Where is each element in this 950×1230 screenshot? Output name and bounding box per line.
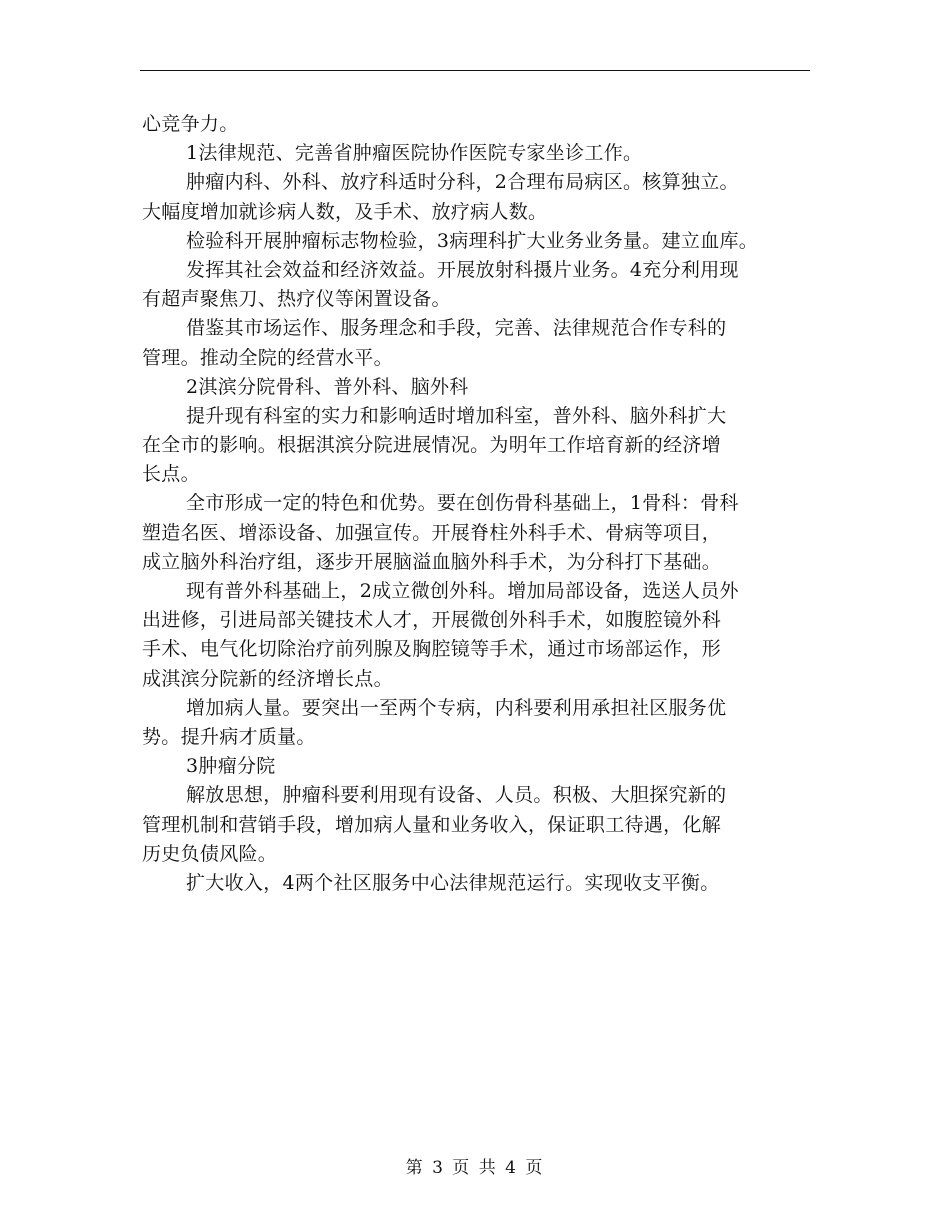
text-line: 现有普外科基础上，2成立微创外科。增加局部设备，选送人员外	[186, 580, 739, 602]
text-line: 历史负债风险。	[142, 842, 278, 865]
text-line: 发挥其社会效益和经济效益。开展放射科摄片业务。4充分利用现	[186, 258, 739, 281]
document-body	[142, 110, 814, 898]
text-line: 出进修，引进局部关键技术人才，开展微创外科手术，如腹腔镜外科	[142, 609, 722, 632]
text-line: 肿瘤内科、外科、放疗科适时分科，2合理布局病区。核算独立。	[186, 171, 739, 194]
text-line: 在全市的影响。根据淇滨分院进展情况。为明年工作培育新的经济增	[142, 434, 722, 457]
text-line: 塑造名医、增添设备、加强宣传。开展脊柱外科手术、骨病等项目，	[142, 521, 722, 544]
text-line: 提升现有科室的实力和影响适时增加科室，普外科、脑外科扩大	[186, 404, 727, 427]
text-line: 全市形成一定的特色和优势。要在创伤骨科基础上，1骨科：骨科	[186, 492, 739, 515]
text-line: 2淇滨分院骨科、普外科、脑外科	[186, 375, 469, 398]
text-line: 检验科开展肿瘤标志物检验，3病理科扩大业务业务量。建立血库。	[186, 229, 759, 252]
text-line: 手术、电气化切除治疗前列腺及胸腔镜等手术，通过市场部运作，形	[142, 638, 722, 661]
page-footer: 第 3 页 共 4 页	[405, 1158, 545, 1178]
text-line: 心竞争力。	[142, 113, 239, 135]
text-line: 增加病人量。要突出一至两个专病，内科要利用承担社区服务优	[186, 696, 727, 719]
text-line: 成立脑外科治疗组，逐步开展脑溢血脑外科手术，为分科打下基础。	[142, 550, 722, 573]
text-line: 3肿瘤分院	[186, 755, 276, 778]
text-line: 管理。推动全院的经营水平。	[142, 346, 393, 369]
text-line: 1法律规范、完善省肿瘤医院协作医院专家坐诊工作。	[186, 142, 643, 165]
text-line: 解放思想，肿瘤科要利用现有设备、人员。积极、大胆探究新的	[186, 784, 727, 807]
text-line: 有超声聚焦刀、热疗仪等闲置设备。	[142, 288, 451, 311]
text-line: 势。提升病才质量。	[142, 725, 316, 748]
text-line: 长点。	[142, 463, 200, 486]
text-line: 借鉴其市场运作、服务理念和手段，完善、法律规范合作专科的	[186, 317, 727, 340]
text-line: 扩大收入，4两个社区服务中心法律规范运行。实现收支平衡。	[186, 871, 720, 894]
text-line: 成淇滨分院新的经济增长点。	[142, 667, 393, 690]
text-line: 大幅度增加就诊病人数，及手术、放疗病人数。	[142, 200, 548, 223]
text-line: 管理机制和营销手段，增加病人量和业务收入，保证职工待遇，化解	[142, 813, 722, 836]
header-rule	[140, 70, 810, 71]
